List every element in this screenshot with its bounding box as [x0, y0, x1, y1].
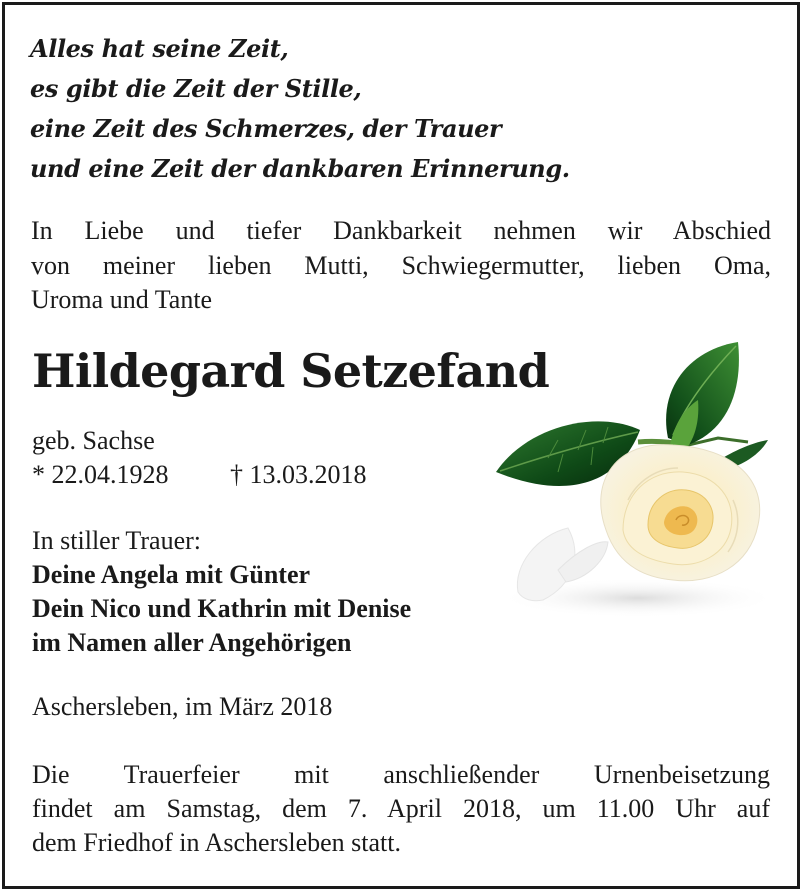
ceremony-line: Die Trauerfeier mit anschließender Urnenbeisetzung [32, 760, 770, 789]
farewell-line: In Liebe und tiefer Dankbarkeit nehmen wir Abschied [31, 216, 771, 245]
deceased-name: Hildegard Setzefand [32, 344, 550, 398]
mourner-line: im Namen aller Angehörigen [32, 628, 352, 657]
mourners-heading: In stiller Trauer: [32, 526, 201, 555]
birth-date: * 22.04.1928 [32, 460, 169, 489]
poem-verse [30, 29, 570, 189]
life-dates [32, 458, 367, 492]
death-date: † 13.03.2018 [230, 460, 367, 489]
ceremony-line: findet am Samstag, dem 7. April 2018, um 11.00 Uhr auf [32, 794, 770, 823]
poem-line: Alles hat seine Zeit, [30, 34, 289, 63]
poem-line: und eine Zeit der dankbaren Erinnerung. [30, 154, 570, 183]
ceremony-info [32, 758, 770, 860]
white-rose-image [488, 330, 778, 620]
life-data [32, 424, 367, 492]
farewell-paragraph [31, 214, 771, 318]
farewell-line: Uroma und Tante [31, 285, 213, 314]
poem-line: eine Zeit des Schmerzes, der Trauer [30, 114, 502, 143]
poem-line: es gibt die Zeit der Stille, [30, 74, 362, 103]
maiden-name: geb. Sachse [32, 426, 155, 455]
place-and-date: Aschersleben, im März 2018 [32, 692, 333, 721]
mourner-line: Deine Angela mit Günter [32, 560, 311, 589]
farewell-line: von meiner lieben Mutti, Schwiegermutter, lieben Oma, [31, 250, 771, 280]
ceremony-line: dem Friedhof in Aschersleben statt. [32, 828, 401, 857]
mourners-block [32, 524, 411, 660]
mourner-line: Dein Nico und Kathrin mit Denise [32, 594, 412, 623]
